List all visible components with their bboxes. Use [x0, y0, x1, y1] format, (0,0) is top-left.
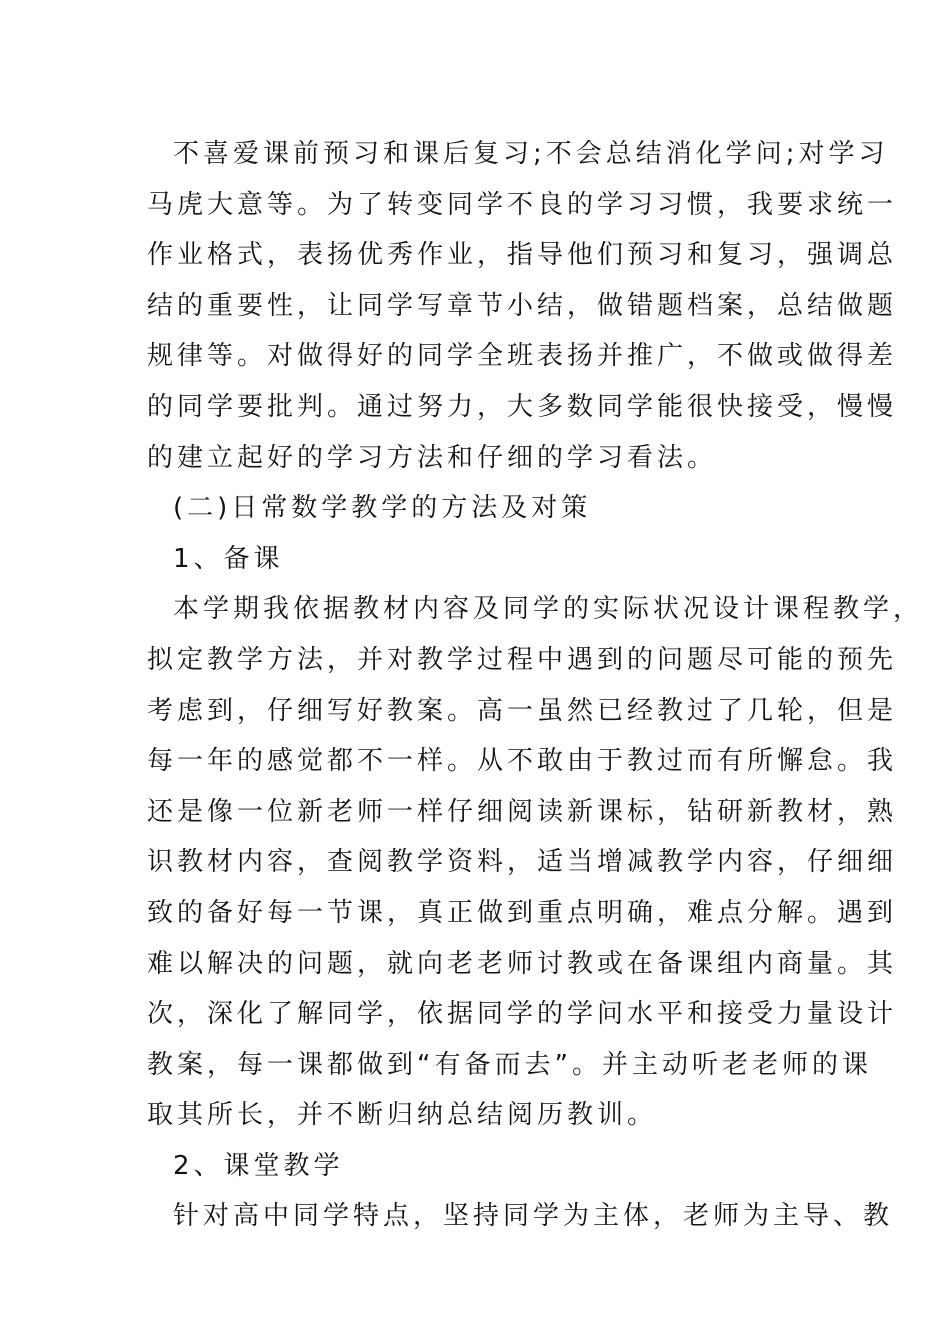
paragraph-line: 取其所长，并不断归纳总结阅历教训。	[147, 1100, 658, 1131]
paragraph-line: 本学期我依据教材内容及同学的实际状况设计课程教学，	[173, 594, 924, 625]
subsection-heading: 1、备课	[173, 543, 284, 574]
subsection-heading: 2、课堂教学	[173, 1150, 344, 1181]
paragraph-line: 识教材内容，查阅教学资料，适当增减教学内容，仔细细	[147, 847, 898, 878]
paragraph-line: 针对高中同学特点，坚持同学为主体，老师为主导、教	[173, 1201, 894, 1232]
paragraph-line: 次，深化了解同学，依据同学的学问水平和接受力量设计	[147, 999, 898, 1030]
paragraph-line: 还是像一位新老师一样仔细阅读新课标，钻研新教材，熟	[147, 796, 898, 827]
paragraph-line: 拟定教学方法，并对教学过程中遇到的问题尽可能的预先	[147, 644, 898, 675]
paragraph-line: 教案，每一课都做到“有备而去”。并主动听老老师的课	[147, 1049, 872, 1080]
paragraph-line: 不喜爱课前预习和课后复习;不会总结消化学问;对学习	[173, 139, 889, 169]
paragraph-line: 难以解决的问题，就向老老师讨教或在备课组内商量。其	[147, 948, 898, 979]
paragraph-line: 致的备好每一节课，真正做到重点明确，难点分解。遇到	[147, 897, 898, 928]
paragraph-line: 的同学要批判。通过努力，大多数同学能很快接受，慢慢	[147, 391, 898, 422]
paragraph-line: 规律等。对做得好的同学全班表扬并推广，不做或做得差	[147, 341, 898, 372]
paragraph-line: 考虑到，仔细写好教案。高一虽然已经教过了几轮，但是	[147, 695, 898, 726]
paragraph-line: 结的重要性，让同学写章节小结，做错题档案，总结做题	[147, 290, 898, 321]
paragraph-line: 作业格式，表扬优秀作业，指导他们预习和复习，强调总	[147, 240, 898, 271]
document-body	[147, 129, 924, 1242]
paragraph-line: 的建立起好的学习方法和仔细的学习看法。	[147, 442, 718, 473]
section-heading: (二)日常数学教学的方法及对策	[173, 493, 592, 524]
paragraph-line: 每一年的感觉都不一样。从不敢由于教过而有所懈怠。我	[147, 746, 898, 777]
paragraph-line: 马虎大意等。为了转变同学不良的学习习惯，我要求统一	[147, 189, 898, 220]
